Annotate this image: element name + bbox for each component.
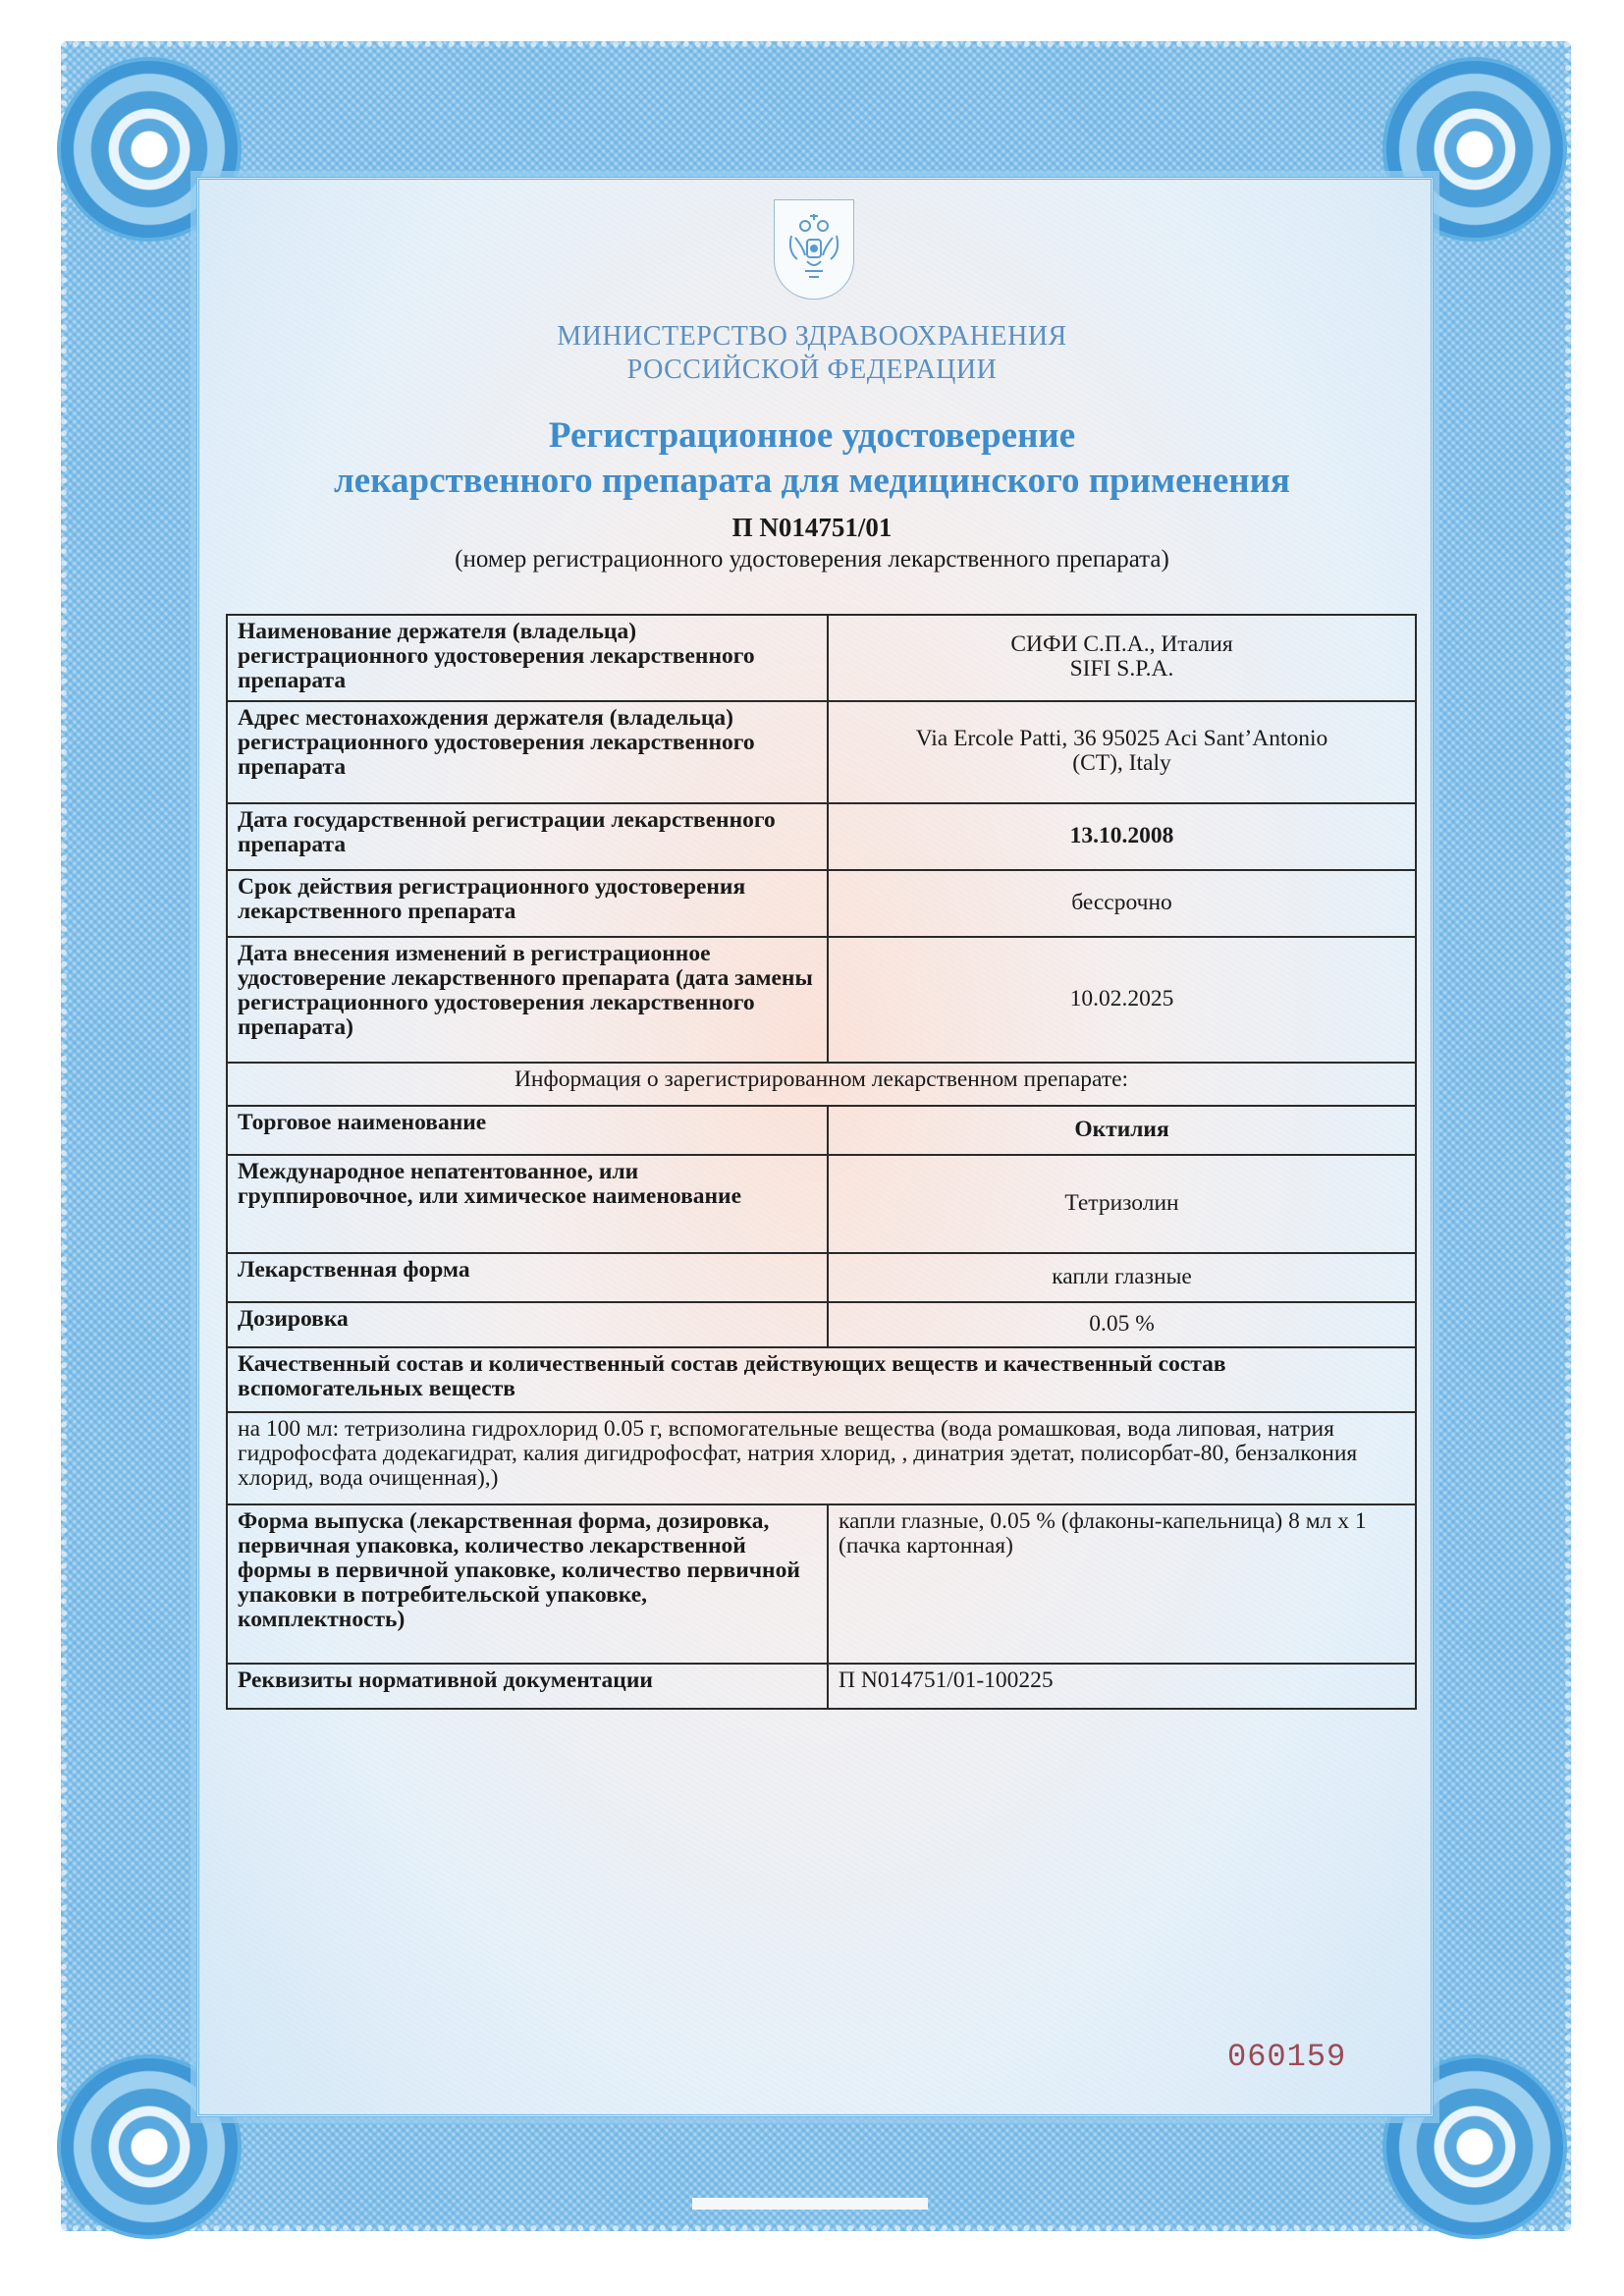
composition-text: на 100 мл: тетризолина гидрохлорид 0.05 г, вспомогательные вещества (вода ромашковая, вода липовая, натрия гидрофосфата додекагидрат, калия дигидрофосфат, натрия хлорид, , динатрия эдетат, полисорбат-80, бензалкония хлорид, вода очищенная),) [227, 1412, 1416, 1504]
validity-value: бессрочно [828, 870, 1416, 937]
holder-name-value [828, 615, 1416, 701]
registration-number: П N014751/01 [731, 513, 893, 542]
certificate-table [226, 614, 1417, 1710]
table-row-registration-date [227, 803, 1416, 870]
table-row-composition-heading [227, 1347, 1416, 1412]
holder-address-line1: Via Ercole Patti, 36 95025 Aci Sant’Antonio [915, 726, 1328, 751]
change-date-label: Дата внесения изменений в регистрационное удостоверение лекарственного препарата (дата замены регистрационного удостоверения лекарственного препарата) [227, 937, 828, 1063]
holder-name-en: SIFI S.P.A. [1069, 656, 1174, 682]
table-row-composition-text [227, 1412, 1416, 1504]
table-row-normative-docs [227, 1664, 1416, 1709]
dosage-form-label: Лекарственная форма [227, 1253, 828, 1302]
validity-label: Срок действия регистрационного удостоверения лекарственного препарата [227, 870, 828, 937]
normative-docs-label: Реквизиты нормативной документации [227, 1664, 828, 1709]
release-form-value: капли глазные, 0.05 % (флаконы-капельница) 8 мл x 1 (пачка картонная) [828, 1504, 1416, 1664]
inn-value: Тетризолин [828, 1155, 1416, 1253]
table-row-dosage-form [227, 1253, 1416, 1302]
blank-serial-number: 060159 [1227, 2039, 1347, 2075]
trade-name-label: Торговое наименование [227, 1106, 828, 1155]
double-headed-eagle-icon [784, 212, 844, 287]
composition-heading: Качественный состав и количественный состав действующих веществ и качественный состав вспомогательных веществ [227, 1347, 1416, 1412]
trade-name-value: Октилия [828, 1106, 1416, 1155]
document-title-line1: Регистрационное удостоверение [548, 415, 1076, 456]
table-row-validity [227, 870, 1416, 937]
holder-address-line2: (CT), Italy [1072, 750, 1171, 776]
ministry-name-line1: МИНИСТЕРСТВО ЗДРАВООХРАНЕНИЯ [557, 321, 1067, 352]
normative-docs-value: П N014751/01-100225 [828, 1664, 1416, 1709]
ministry-name-line2: РОССИЙСКОЙ ФЕДЕРАЦИИ [626, 355, 998, 385]
dosage-value: 0.05 % [828, 1302, 1416, 1347]
table-row-release-form [227, 1504, 1416, 1664]
holder-name-ru: СИФИ С.П.А., Италия [1010, 631, 1233, 657]
release-form-label: Форма выпуска (лекарственная форма, дозировка, первичная упаковка, количество лекарственной формы в первичной упаковке, количество первичной упаковки в потребительской упаковке, комплектность) [227, 1504, 828, 1664]
printer-microtext [692, 2198, 928, 2210]
registration-date-label: Дата государственной регистрации лекарственного препарата [227, 803, 828, 870]
dosage-label: Дозировка [227, 1302, 828, 1347]
table-row-change-date [227, 937, 1416, 1063]
registration-date-value: 13.10.2008 [828, 803, 1416, 870]
table-row-trade-name [227, 1106, 1416, 1155]
document-title-line2: лекарственного препарата для медицинского применения [334, 461, 1290, 501]
table-row-holder-name [227, 615, 1416, 701]
inn-label: Международное непатентованное, или группировочное, или химическое наименование [227, 1155, 828, 1253]
table-row-dosage [227, 1302, 1416, 1347]
holder-address-value [828, 701, 1416, 803]
holder-address-label: Адрес местонахождения держателя (владельца) регистрационного удостоверения лекарственного препарата [227, 701, 828, 803]
dosage-form-value: капли глазные [828, 1253, 1416, 1302]
change-date-value: 10.02.2025 [828, 937, 1416, 1063]
table-row-holder-address [227, 701, 1416, 803]
registration-number-caption: (номер регистрационного удостоверения лекарственного препарата) [455, 546, 1169, 573]
table-row-drug-info-heading [227, 1063, 1416, 1106]
table-row-inn [227, 1155, 1416, 1253]
coat-of-arms-icon [774, 199, 854, 300]
drug-info-heading: Информация о зарегистрированном лекарственном препарате: [227, 1063, 1416, 1106]
holder-name-label: Наименование держателя (владельца) регистрационного удостоверения лекарственного препарата [227, 615, 828, 701]
